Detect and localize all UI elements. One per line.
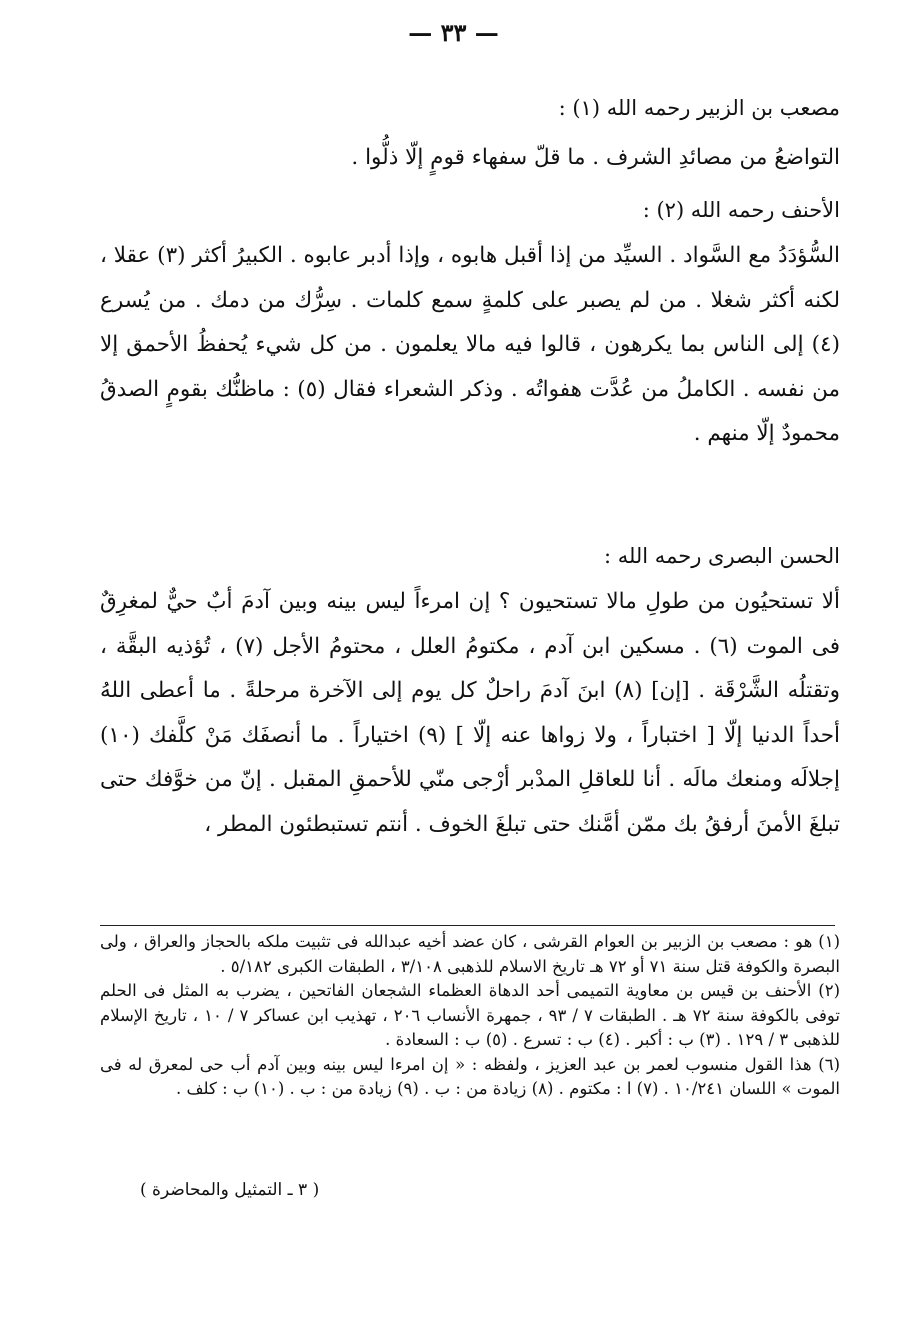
section-text-hasan: ألا تستحيُون من طولِ مالا تستحيون ؟ إن امرءاً ليس بينه وبين آدمَ أبٌ حيٌّ لمغرِقٌ فى الموت (٦) . مسكين ابن آدم ، مكتومُ العلل ، محتومُ الأجل (٧) ، تُؤذيه البقَّة ، وتقتلُه الشَّرْقَة . [إن] (٨) ابنَ آدمَ راحلٌ كل يوم إلى الآخرة مرحلةً . ما أعطى اللهُ أحداً الدنيا إلّا [ اختباراً ، ولا زواها عنه إلّا ] (٩) اختياراً . ما أنصفَك مَنْ كلَّفك (١٠) إجلالَه ومنعك مالَه . أنا للعاقلِ المدْبر أرْجى منّي للأحمقِ المقبل . إنّ من خوَّفك حتى تبلغَ الأمنَ أرفقُ بك ممّن أمَّنك حتى تبلغَ الخوف . أنتم تستبطئون المطر ، — [100, 589, 840, 837]
page-number: — ٣٣ — — [408, 18, 499, 47]
signature-mark: ( ٣ ـ التمثيل والمحاضرة ) — [140, 1180, 320, 1200]
section-title-ahnaf: الأحنف رحمه الله (٢) : — [642, 198, 840, 222]
footnote-2: (٢) الأحنف بن قيس بن معاوية التميمى أحد الدهاة العظماء الشجعان الفاتحين ، يضرب به المثل فى الحلم توفى بالكوفة سنة ٧٢ هـ . الطبقات ٧ / ٩٣ ، جمهرة الأنساب ٢٠٦ ، تهذيب ابن عساكر ٧ / ١٠ ، تاريخ الإسلام للذهبى ٣ / ١٢٩ . (٣) ب : أكبر . (٤) ب : تسرع . (٥) ب : السعادة . — [100, 981, 840, 1049]
footnotes — [100, 930, 840, 1102]
section-title-musab: مصعب بن الزبير رحمه الله (١) : — [558, 96, 840, 120]
section-text-musab: التواضعُ من مصائدِ الشرف . ما قلّ سفهاء قومٍ إلّا ذلُّوا . — [351, 145, 840, 170]
footnote-1: (١) هو : مصعب بن الزبير بن العوام القرشى ، كان عضد أخيه عبدالله فى تثبيت ملكه بالحجاز والعراق ، ولى البصرة والكوفة قتل سنة ٧١ أو ٧٢ هـ تاريخ الاسلام للذهبى ٣/١٠٨ ، الطبقات الكبرى ٥/١٨٢ . — [100, 932, 840, 976]
section-text-ahnaf: السُّؤدَدُ مع السَّواد . السيِّد من إذا أقبل هابوه ، وإذا أدبر عابوه . الكبيرُ أكثر (٣) عقلا ، لكنه أكثر شغلا . من لم يصبر على كلمةٍ سمع كلمات . سِرُّك من دمك . من يُسرع (٤) إلى الناس بما يكرهون ، قالوا فيه مالا يعلمون . من كل شيء يُحفظُ الأحمق إلا من نفسه . الكاملُ من عُدَّت هفواتُه . وذكر الشعراء فقال (٥) : ماظنُّك بقومٍ الصدقُ محمودٌ إلّا منهم . — [100, 243, 841, 446]
main-text — [100, 78, 840, 916]
section-title-hasan: الحسن البصرى رحمه الله : — [603, 544, 840, 568]
footnote-3: (٦) هذا القول منسوب لعمر بن عبد العزيز ، ولفظه : « إن امرءا ليس بينه وبين آدم أب حى لمعرق له فى الموت » اللسان ١٠/٢٤١ . (٧) ا : مكتوم . (٨) زيادة من : ب . (٩) زيادة من : ب . (١٠) ب : كلف . — [100, 1054, 840, 1098]
footnote-divider — [100, 925, 835, 926]
